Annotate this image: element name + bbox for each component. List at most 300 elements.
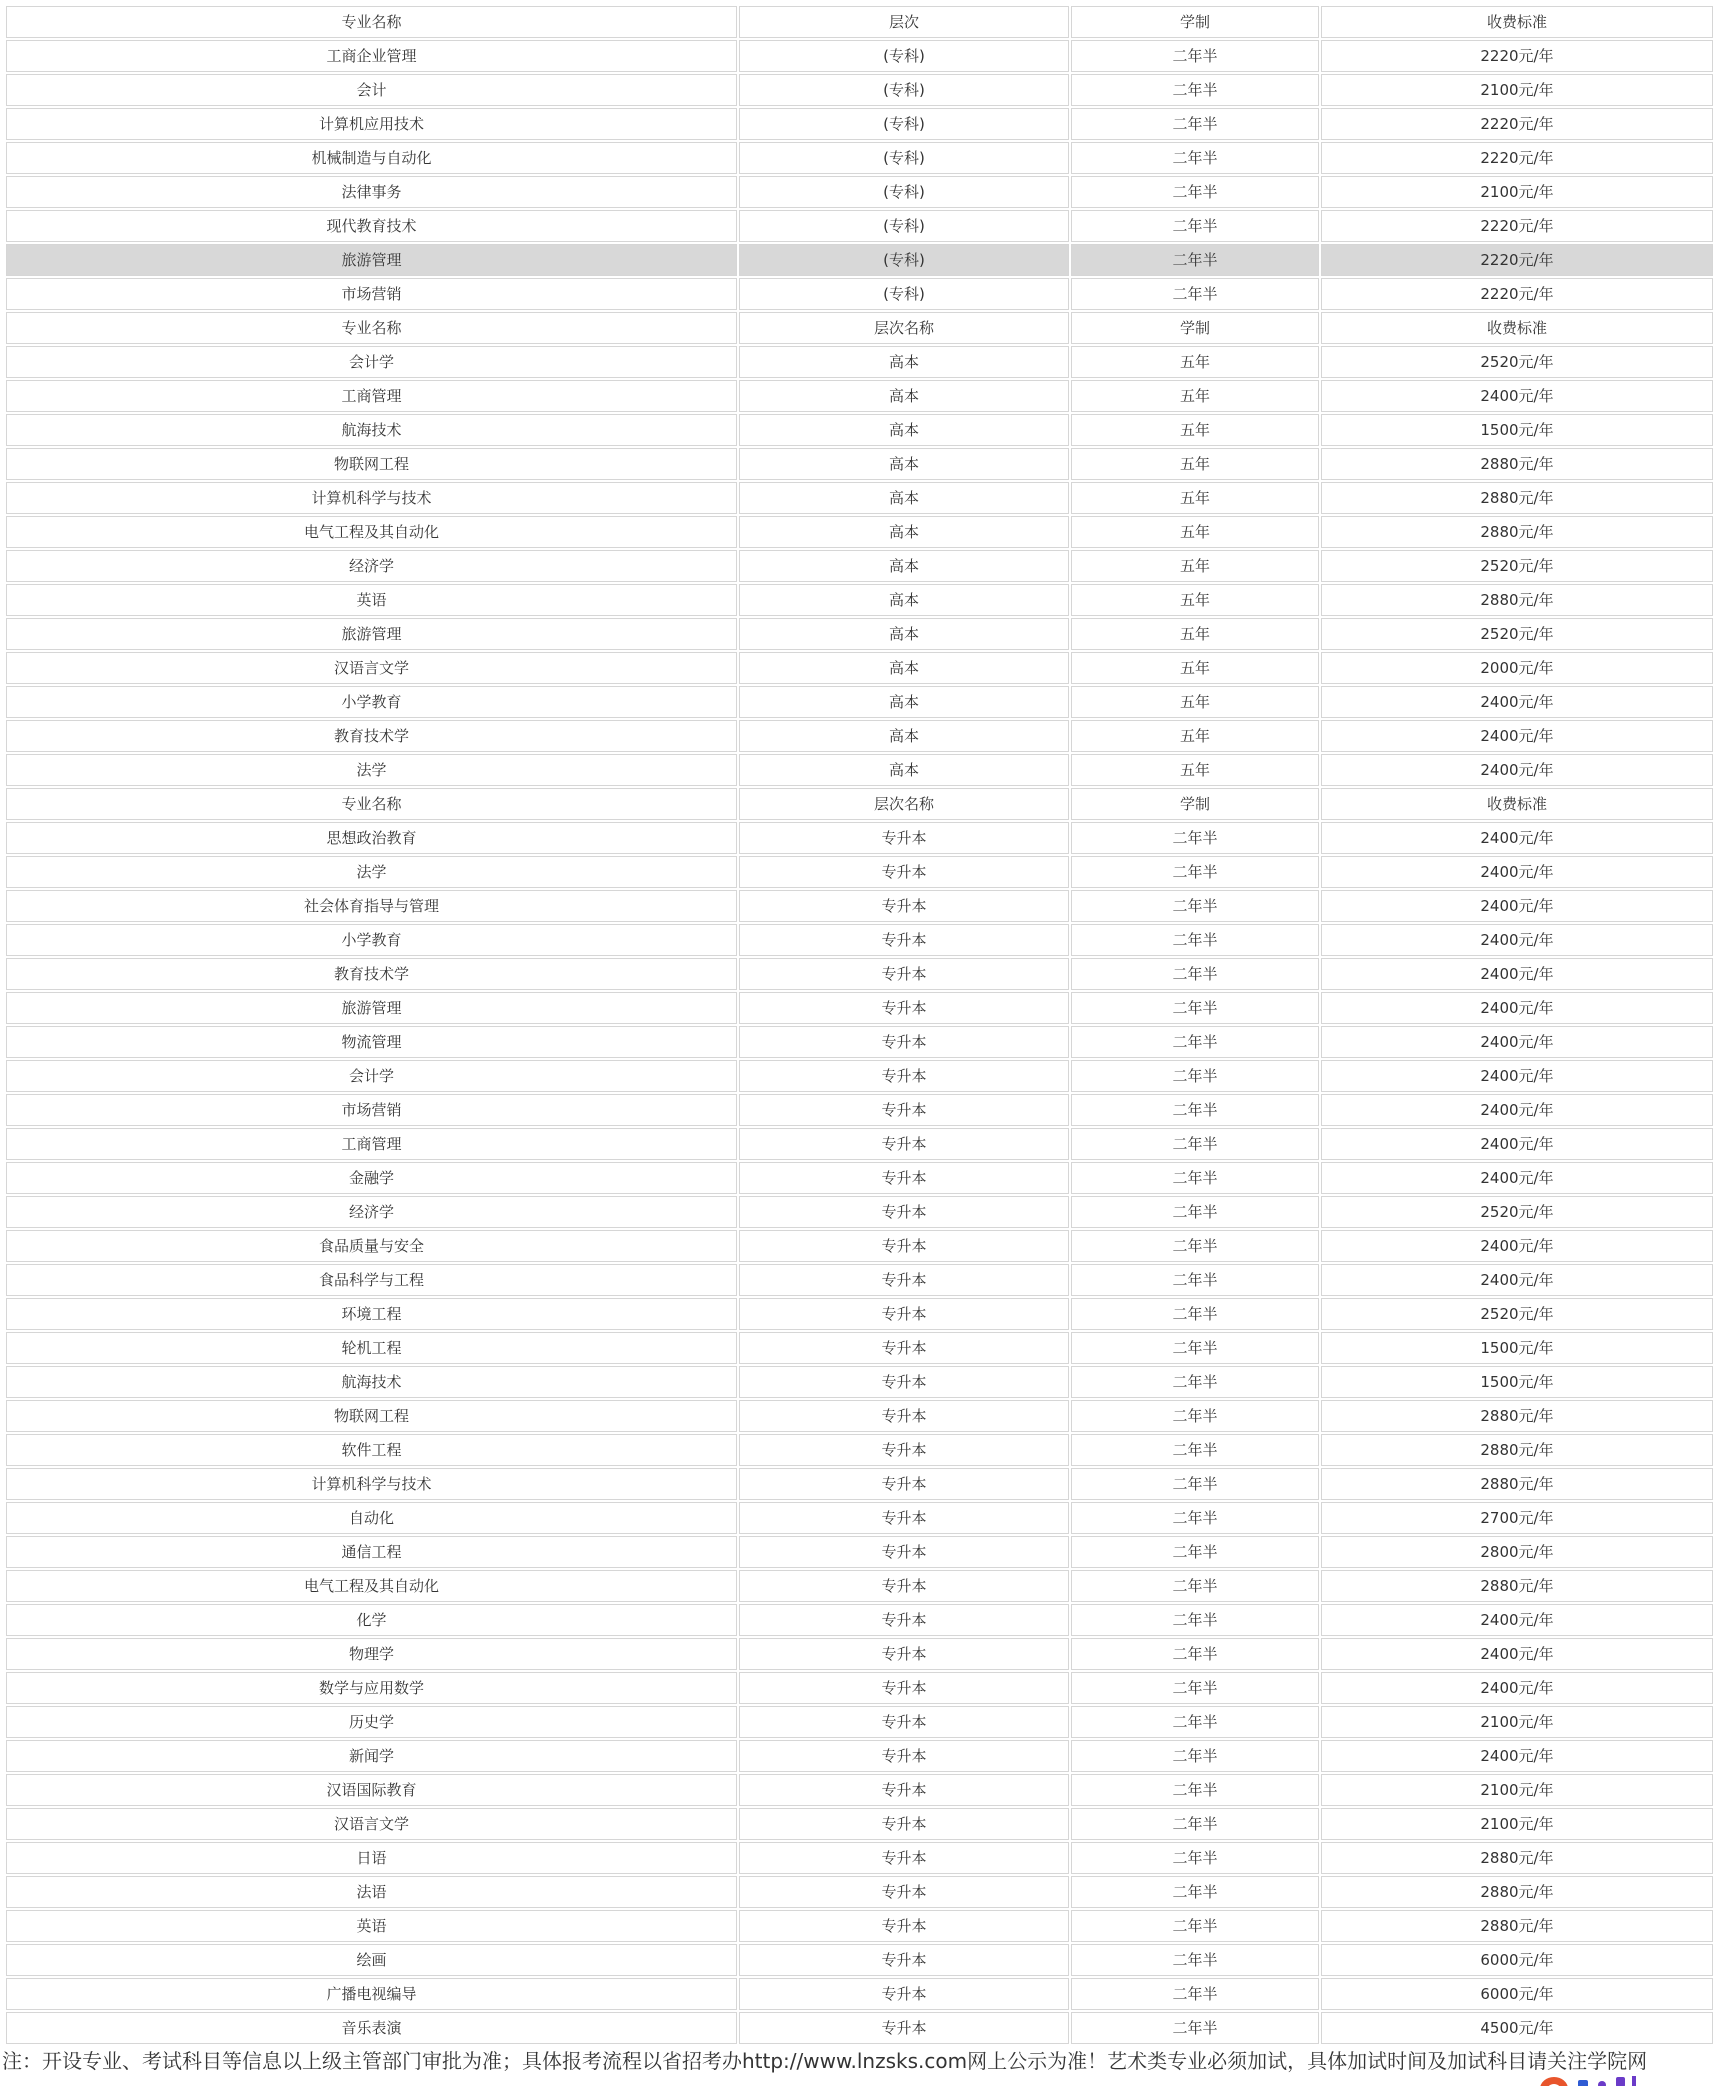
table-row (6, 1842, 1713, 1874)
table-row (6, 856, 1713, 888)
header-fee: 收费标准 (1321, 788, 1713, 820)
fee-cell: 2880元/年 (1321, 448, 1713, 480)
major-name-cell: 机械制造与自动化 (6, 142, 737, 174)
major-name-cell: 环境工程 (6, 1298, 737, 1330)
level-cell: 专升本 (739, 1808, 1069, 1840)
level-cell: 专升本 (739, 1536, 1069, 1568)
table-row (6, 1808, 1713, 1840)
major-name-cell: 轮机工程 (6, 1332, 737, 1364)
level-cell: 高本 (739, 686, 1069, 718)
fee-cell: 2400元/年 (1321, 856, 1713, 888)
fee-cell: 2400元/年 (1321, 1060, 1713, 1092)
level-cell: 专升本 (739, 1366, 1069, 1398)
table-row (6, 1230, 1713, 1262)
major-name-cell: 思想政治教育 (6, 822, 737, 854)
major-name-cell: 小学教育 (6, 924, 737, 956)
major-name-cell: 软件工程 (6, 1434, 737, 1466)
level-cell: 专升本 (739, 958, 1069, 990)
major-name-cell: 汉语言文学 (6, 652, 737, 684)
duration-cell: 二年半 (1071, 890, 1319, 922)
duration-cell: 二年半 (1071, 1060, 1319, 1092)
major-name-cell: 汉语国际教育 (6, 1774, 737, 1806)
level-cell: 专升本 (739, 1740, 1069, 1772)
table-row (6, 1400, 1713, 1432)
table-header-row (6, 788, 1713, 820)
duration-cell: 二年半 (1071, 924, 1319, 956)
level-cell: 专升本 (739, 1162, 1069, 1194)
table-row (6, 1162, 1713, 1194)
major-name-cell: 工商企业管理 (6, 40, 737, 72)
fee-cell: 2400元/年 (1321, 1026, 1713, 1058)
level-cell: 专升本 (739, 1332, 1069, 1364)
table-row (6, 1910, 1713, 1942)
fee-cell: 2400元/年 (1321, 992, 1713, 1024)
table-row (6, 516, 1713, 548)
major-name-cell: 法学 (6, 856, 737, 888)
level-cell: 专升本 (739, 1298, 1069, 1330)
major-name-cell: 法语 (6, 1876, 737, 1908)
duration-cell: 五年 (1071, 754, 1319, 786)
fee-cell: 2400元/年 (1321, 958, 1713, 990)
level-cell: 高本 (739, 448, 1069, 480)
table-row (6, 482, 1713, 514)
duration-cell: 五年 (1071, 550, 1319, 582)
major-name-cell: 经济学 (6, 550, 737, 582)
major-name-cell: 旅游管理 (6, 244, 737, 276)
header-duration: 学制 (1071, 312, 1319, 344)
table-row (6, 1468, 1713, 1500)
table-row (6, 176, 1713, 208)
fee-cell: 2000元/年 (1321, 652, 1713, 684)
duration-cell: 二年半 (1071, 1944, 1319, 1976)
table-row (6, 1706, 1713, 1738)
footnote: 注：开设专业、考试科目等信息以上级主管部门审批为准；具体报考流程以省招考办http://www.lnzsks.com网上公示为准！艺术类专业必须加试，具体加试时间及加试科目请关注学院网 (2, 2049, 1648, 2073)
major-name-cell: 计算机科学与技术 (6, 482, 737, 514)
header-major-name: 专业名称 (6, 788, 737, 820)
fee-cell: 2400元/年 (1321, 1672, 1713, 1704)
fee-cell: 2880元/年 (1321, 1400, 1713, 1432)
major-name-cell: 汉语言文学 (6, 1808, 737, 1840)
header-fee: 收费标准 (1321, 6, 1713, 38)
duration-cell: 五年 (1071, 584, 1319, 616)
level-cell: 专升本 (739, 1468, 1069, 1500)
fee-cell: 2400元/年 (1321, 1128, 1713, 1160)
duration-cell: 二年半 (1071, 1638, 1319, 1670)
table-row (6, 652, 1713, 684)
table-row (6, 1944, 1713, 1976)
table-row (6, 1196, 1713, 1228)
major-name-cell: 金融学 (6, 1162, 737, 1194)
duration-cell: 五年 (1071, 380, 1319, 412)
major-name-cell: 历史学 (6, 1706, 737, 1738)
table-row (6, 1978, 1713, 2010)
duration-cell: 二年半 (1071, 822, 1319, 854)
level-cell: 专升本 (739, 992, 1069, 1024)
major-name-cell: 旅游管理 (6, 992, 737, 1024)
level-cell: 专升本 (739, 1910, 1069, 1942)
level-cell: 高本 (739, 346, 1069, 378)
fee-cell: 2880元/年 (1321, 584, 1713, 616)
table-header-row (6, 6, 1713, 38)
major-name-cell: 英语 (6, 1910, 737, 1942)
major-name-cell: 工商管理 (6, 380, 737, 412)
fee-cell: 2220元/年 (1321, 40, 1713, 72)
level-cell: 专升本 (739, 1842, 1069, 1874)
major-name-cell: 物联网工程 (6, 1400, 737, 1432)
level-cell: 专升本 (739, 1128, 1069, 1160)
table-row (6, 244, 1713, 276)
fee-cell: 2520元/年 (1321, 1298, 1713, 1330)
major-name-cell: 市场营销 (6, 278, 737, 310)
major-name-cell: 自动化 (6, 1502, 737, 1534)
major-name-cell: 食品质量与安全 (6, 1230, 737, 1262)
duration-cell: 五年 (1071, 720, 1319, 752)
duration-cell: 二年半 (1071, 1604, 1319, 1636)
fee-cell: 6000元/年 (1321, 1944, 1713, 1976)
fee-cell: 2400元/年 (1321, 686, 1713, 718)
header-level: 层次名称 (739, 312, 1069, 344)
table-row (6, 380, 1713, 412)
table-row (6, 1876, 1713, 1908)
major-name-cell: 新闻学 (6, 1740, 737, 1772)
fee-cell: 2700元/年 (1321, 1502, 1713, 1534)
major-name-cell: 通信工程 (6, 1536, 737, 1568)
fee-cell: 2520元/年 (1321, 1196, 1713, 1228)
fee-cell: 2520元/年 (1321, 618, 1713, 650)
major-name-cell: 市场营销 (6, 1094, 737, 1126)
level-cell: 高本 (739, 380, 1069, 412)
fee-cell: 2220元/年 (1321, 210, 1713, 242)
level-cell: 专升本 (739, 1264, 1069, 1296)
level-cell: 专升本 (739, 1230, 1069, 1262)
major-name-cell: 社会体育指导与管理 (6, 890, 737, 922)
header-major-name: 专业名称 (6, 6, 737, 38)
duration-cell: 二年半 (1071, 1910, 1319, 1942)
duration-cell: 二年半 (1071, 1876, 1319, 1908)
level-cell: 专升本 (739, 822, 1069, 854)
major-name-cell: 会计学 (6, 1060, 737, 1092)
table-row (6, 1128, 1713, 1160)
level-cell: 专升本 (739, 1196, 1069, 1228)
duration-cell: 二年半 (1071, 1842, 1319, 1874)
duration-cell: 五年 (1071, 686, 1319, 718)
duration-cell: 五年 (1071, 414, 1319, 446)
fee-cell: 1500元/年 (1321, 414, 1713, 446)
fee-cell: 2400元/年 (1321, 1230, 1713, 1262)
duration-cell: 二年半 (1071, 1740, 1319, 1772)
major-name-cell: 化学 (6, 1604, 737, 1636)
level-cell: 高本 (739, 516, 1069, 548)
fee-cell: 2400元/年 (1321, 754, 1713, 786)
duration-cell: 二年半 (1071, 74, 1319, 106)
table-row (6, 142, 1713, 174)
table-row (6, 1094, 1713, 1126)
duration-cell: 二年半 (1071, 108, 1319, 140)
level-cell: 高本 (739, 618, 1069, 650)
level-cell: 专升本 (739, 1094, 1069, 1126)
level-cell: (专科) (739, 244, 1069, 276)
table-row (6, 1502, 1713, 1534)
level-cell: 专升本 (739, 1026, 1069, 1058)
fee-cell: 2400元/年 (1321, 1604, 1713, 1636)
major-name-cell: 小学教育 (6, 686, 737, 718)
level-cell: (专科) (739, 176, 1069, 208)
major-name-cell: 广播电视编导 (6, 1978, 737, 2010)
major-name-cell: 航海技术 (6, 1366, 737, 1398)
table-row (6, 1638, 1713, 1670)
table-row (6, 1026, 1713, 1058)
duration-cell: 二年半 (1071, 1298, 1319, 1330)
table-row (6, 924, 1713, 956)
major-name-cell: 教育技术学 (6, 958, 737, 990)
fee-cell: 2100元/年 (1321, 1706, 1713, 1738)
table-row (6, 754, 1713, 786)
fee-cell: 6000元/年 (1321, 1978, 1713, 2010)
table-row (6, 40, 1713, 72)
duration-cell: 二年半 (1071, 1468, 1319, 1500)
fee-cell: 2100元/年 (1321, 176, 1713, 208)
table-row (6, 1298, 1713, 1330)
level-cell: 专升本 (739, 1706, 1069, 1738)
level-cell: 专升本 (739, 1400, 1069, 1432)
duration-cell: 二年半 (1071, 1706, 1319, 1738)
fee-cell: 2220元/年 (1321, 108, 1713, 140)
duration-cell: 二年半 (1071, 992, 1319, 1024)
fee-cell: 2400元/年 (1321, 1162, 1713, 1194)
table-row (6, 822, 1713, 854)
level-cell: 专升本 (739, 1502, 1069, 1534)
watermark-logo-graphic (1538, 2073, 1714, 2086)
fee-cell: 2880元/年 (1321, 1842, 1713, 1874)
level-cell: 高本 (739, 482, 1069, 514)
table-row (6, 448, 1713, 480)
duration-cell: 二年半 (1071, 856, 1319, 888)
header-major-name: 专业名称 (6, 312, 737, 344)
table-row (6, 1774, 1713, 1806)
fee-cell: 4500元/年 (1321, 2012, 1713, 2044)
table-row (6, 1060, 1713, 1092)
major-name-cell: 电气工程及其自动化 (6, 1570, 737, 1602)
table-row (6, 1604, 1713, 1636)
fee-cell: 2100元/年 (1321, 1774, 1713, 1806)
table-row (6, 2012, 1713, 2044)
major-name-cell: 绘画 (6, 1944, 737, 1976)
duration-cell: 二年半 (1071, 40, 1319, 72)
fee-cell: 2880元/年 (1321, 1434, 1713, 1466)
table-row (6, 74, 1713, 106)
major-name-cell: 计算机应用技术 (6, 108, 737, 140)
fee-cell: 2400元/年 (1321, 924, 1713, 956)
fee-cell: 2800元/年 (1321, 1536, 1713, 1568)
fee-cell: 2220元/年 (1321, 244, 1713, 276)
duration-cell: 五年 (1071, 652, 1319, 684)
tuition-fee-table (4, 4, 1714, 2046)
duration-cell: 二年半 (1071, 1264, 1319, 1296)
duration-cell: 二年半 (1071, 244, 1319, 276)
duration-cell: 二年半 (1071, 1366, 1319, 1398)
level-cell: 专升本 (739, 1604, 1069, 1636)
duration-cell: 二年半 (1071, 1774, 1319, 1806)
major-name-cell: 英语 (6, 584, 737, 616)
duration-cell: 二年半 (1071, 1672, 1319, 1704)
table-row (6, 1740, 1713, 1772)
table-row (6, 550, 1713, 582)
level-cell: 高本 (739, 754, 1069, 786)
level-cell: 高本 (739, 720, 1069, 752)
fee-cell: 2880元/年 (1321, 482, 1713, 514)
major-name-cell: 教育技术学 (6, 720, 737, 752)
major-name-cell: 电气工程及其自动化 (6, 516, 737, 548)
level-cell: 高本 (739, 550, 1069, 582)
fee-cell: 1500元/年 (1321, 1366, 1713, 1398)
table-row (6, 1536, 1713, 1568)
level-cell: (专科) (739, 210, 1069, 242)
table-row (6, 1332, 1713, 1364)
level-cell: (专科) (739, 74, 1069, 106)
major-name-cell: 数学与应用数学 (6, 1672, 737, 1704)
fee-cell: 2100元/年 (1321, 1808, 1713, 1840)
level-cell: 专升本 (739, 924, 1069, 956)
level-cell: 高本 (739, 652, 1069, 684)
fee-cell: 1500元/年 (1321, 1332, 1713, 1364)
fee-cell: 2400元/年 (1321, 1094, 1713, 1126)
fee-cell: 2880元/年 (1321, 1876, 1713, 1908)
major-name-cell: 旅游管理 (6, 618, 737, 650)
table-row (6, 210, 1713, 242)
duration-cell: 五年 (1071, 448, 1319, 480)
header-duration: 学制 (1071, 788, 1319, 820)
level-cell: (专科) (739, 142, 1069, 174)
table-row (6, 108, 1713, 140)
duration-cell: 五年 (1071, 482, 1319, 514)
watermark-logo-icon (1538, 2072, 1714, 2086)
level-cell: 高本 (739, 584, 1069, 616)
header-level: 层次名称 (739, 788, 1069, 820)
major-name-cell: 法律事务 (6, 176, 737, 208)
level-cell: 专升本 (739, 1774, 1069, 1806)
table-row (6, 618, 1713, 650)
duration-cell: 二年半 (1071, 1502, 1319, 1534)
table-row (6, 584, 1713, 616)
duration-cell: 二年半 (1071, 2012, 1319, 2044)
level-cell: (专科) (739, 278, 1069, 310)
table-row (6, 346, 1713, 378)
fee-cell: 2880元/年 (1321, 516, 1713, 548)
duration-cell: 二年半 (1071, 1400, 1319, 1432)
header-duration: 学制 (1071, 6, 1319, 38)
major-name-cell: 工商管理 (6, 1128, 737, 1160)
major-name-cell: 经济学 (6, 1196, 737, 1228)
duration-cell: 二年半 (1071, 210, 1319, 242)
fee-cell: 2400元/年 (1321, 1638, 1713, 1670)
tuition-fee-table-body (6, 6, 1713, 2044)
level-cell: 专升本 (739, 890, 1069, 922)
level-cell: 专升本 (739, 1570, 1069, 1602)
fee-cell: 2400元/年 (1321, 1740, 1713, 1772)
table-row (6, 1434, 1713, 1466)
table-row (6, 1366, 1713, 1398)
major-name-cell: 食品科学与工程 (6, 1264, 737, 1296)
major-name-cell: 物流管理 (6, 1026, 737, 1058)
major-name-cell: 法学 (6, 754, 737, 786)
level-cell: 专升本 (739, 1944, 1069, 1976)
table-row (6, 1570, 1713, 1602)
duration-cell: 二年半 (1071, 1162, 1319, 1194)
duration-cell: 五年 (1071, 346, 1319, 378)
duration-cell: 二年半 (1071, 1094, 1319, 1126)
level-cell: 专升本 (739, 1672, 1069, 1704)
header-level: 层次 (739, 6, 1069, 38)
major-name-cell: 日语 (6, 1842, 737, 1874)
fee-cell: 2880元/年 (1321, 1468, 1713, 1500)
fee-cell: 2220元/年 (1321, 142, 1713, 174)
table-row (6, 414, 1713, 446)
duration-cell: 二年半 (1071, 176, 1319, 208)
fee-cell: 2400元/年 (1321, 890, 1713, 922)
level-cell: 专升本 (739, 1978, 1069, 2010)
duration-cell: 二年半 (1071, 1196, 1319, 1228)
duration-cell: 二年半 (1071, 1570, 1319, 1602)
table-row (6, 890, 1713, 922)
level-cell: 高本 (739, 414, 1069, 446)
table-header-row (6, 312, 1713, 344)
level-cell: 专升本 (739, 856, 1069, 888)
table-row (6, 1264, 1713, 1296)
major-name-cell: 会计学 (6, 346, 737, 378)
fee-cell: 2520元/年 (1321, 550, 1713, 582)
table-row (6, 686, 1713, 718)
fee-cell: 2880元/年 (1321, 1570, 1713, 1602)
major-name-cell: 音乐表演 (6, 2012, 737, 2044)
fee-cell: 2400元/年 (1321, 720, 1713, 752)
duration-cell: 二年半 (1071, 1434, 1319, 1466)
duration-cell: 二年半 (1071, 1536, 1319, 1568)
fee-cell: 2400元/年 (1321, 1264, 1713, 1296)
major-name-cell: 会计 (6, 74, 737, 106)
duration-cell: 五年 (1071, 516, 1319, 548)
level-cell: (专科) (739, 40, 1069, 72)
level-cell: 专升本 (739, 1434, 1069, 1466)
duration-cell: 二年半 (1071, 278, 1319, 310)
header-fee: 收费标准 (1321, 312, 1713, 344)
duration-cell: 二年半 (1071, 1808, 1319, 1840)
duration-cell: 二年半 (1071, 1978, 1319, 2010)
level-cell: 专升本 (739, 1638, 1069, 1670)
duration-cell: 二年半 (1071, 958, 1319, 990)
table-row (6, 720, 1713, 752)
level-cell: 专升本 (739, 1060, 1069, 1092)
table-row (6, 278, 1713, 310)
table-row (6, 1672, 1713, 1704)
level-cell: 专升本 (739, 2012, 1069, 2044)
table-row (6, 958, 1713, 990)
major-name-cell: 物理学 (6, 1638, 737, 1670)
fee-cell: 2520元/年 (1321, 346, 1713, 378)
fee-cell: 2400元/年 (1321, 380, 1713, 412)
fee-cell: 2400元/年 (1321, 822, 1713, 854)
fee-cell: 2880元/年 (1321, 1910, 1713, 1942)
duration-cell: 二年半 (1071, 1230, 1319, 1262)
fee-cell: 2220元/年 (1321, 278, 1713, 310)
duration-cell: 二年半 (1071, 1332, 1319, 1364)
level-cell: 专升本 (739, 1876, 1069, 1908)
fee-cell: 2100元/年 (1321, 74, 1713, 106)
duration-cell: 五年 (1071, 618, 1319, 650)
duration-cell: 二年半 (1071, 1026, 1319, 1058)
duration-cell: 二年半 (1071, 1128, 1319, 1160)
duration-cell: 二年半 (1071, 142, 1319, 174)
major-name-cell: 计算机科学与技术 (6, 1468, 737, 1500)
